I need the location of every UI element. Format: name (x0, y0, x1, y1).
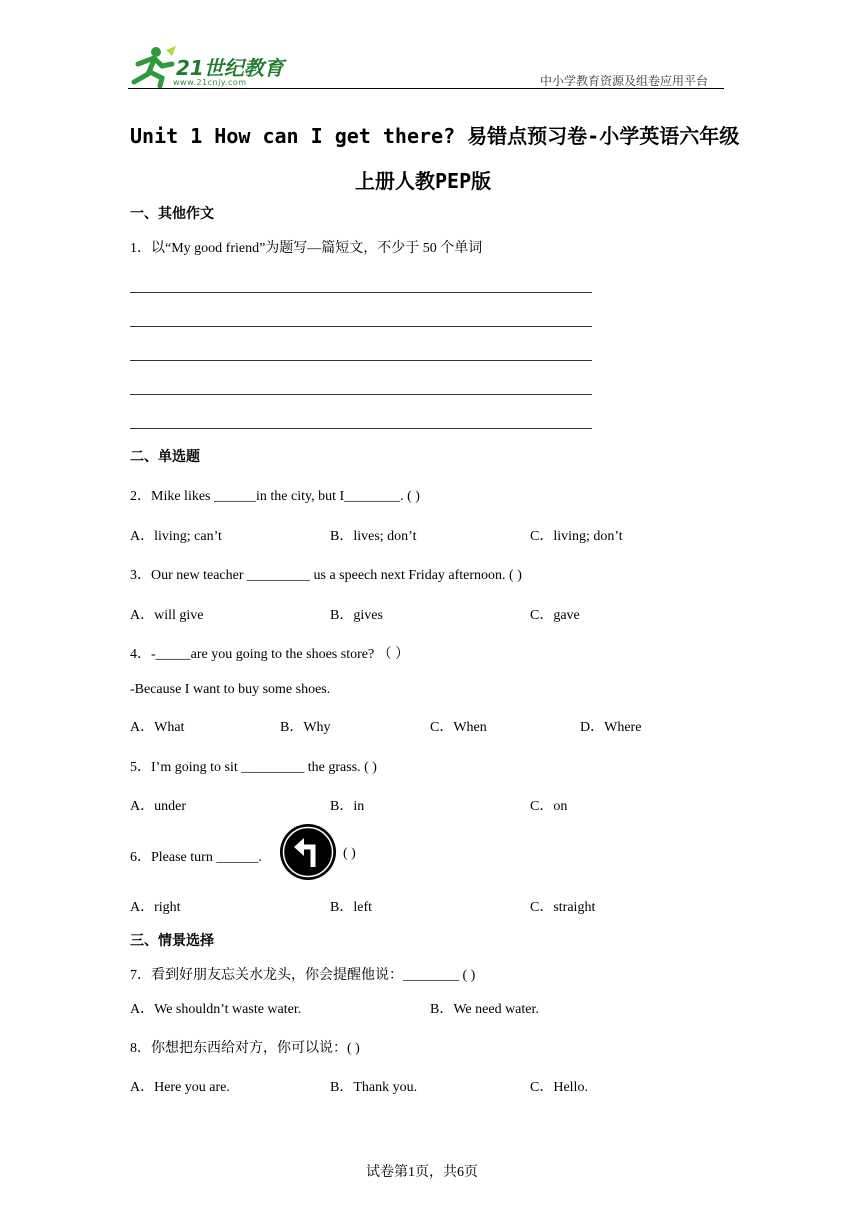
question-2: 2．Mike likes ______in the city, but I________. ( ) (130, 489, 420, 504)
writing-line (130, 394, 592, 395)
header-divider (128, 88, 724, 89)
runner-logo-icon (126, 44, 178, 88)
question-4: 4．-_____are you going to the shoes store? （ ） (130, 647, 410, 662)
section-heading: 一、其他作文 (130, 206, 214, 222)
option-a: A．under (130, 799, 186, 814)
section-heading: 三、情景选择 (130, 933, 214, 949)
option-b: B．in (330, 799, 365, 814)
turn-left-arrow-icon (279, 823, 337, 881)
question-4-line2: -Because I want to buy some shoes. (130, 682, 331, 697)
option-d: D．Where (580, 720, 642, 735)
option-c: C．straight (530, 900, 596, 915)
option-b: B．We need water. (430, 1002, 539, 1017)
page-title-line1: Unit 1 How can I get there? 易错点预习卷-小学英语六年级 (130, 124, 740, 148)
option-a: A．What (130, 720, 185, 735)
question-8: 8．你想把东西给对方，你可以说：( ) (130, 1041, 360, 1056)
option-c: C．gave (530, 608, 580, 623)
writing-line (130, 428, 592, 429)
option-b: B．Thank you. (330, 1080, 418, 1095)
logo-url: www.21cnjy.com (173, 78, 247, 87)
option-c: C．on (530, 799, 568, 814)
option-c: C．When (430, 720, 487, 735)
option-b: B．left (330, 900, 372, 915)
question-1: 1．以“My good friend”为题写—篇短文，不少于 50 个单词 (130, 241, 483, 256)
question-6: 6．Please turn ______. (130, 850, 262, 865)
question-5: 5．I’m going to sit _________ the grass. ( ) (130, 760, 377, 775)
section-heading: 二、单选题 (130, 449, 200, 465)
option-c: C．living; don’t (530, 529, 623, 544)
question-3: 3．Our new teacher _________ us a speech next Friday afternoon. ( ) (130, 568, 522, 583)
page-footer: 试卷第1页，共6页 (366, 1165, 478, 1180)
option-a: A．right (130, 900, 181, 915)
question-7: 7．看到好朋友忘关水龙头，你会提醒他说：________ ( ) (130, 968, 476, 983)
platform-name: 中小学教育资源及组卷应用平台 (540, 74, 709, 88)
option-b: B．Why (280, 720, 331, 735)
option-a: A．Here you are. (130, 1080, 230, 1095)
writing-line (130, 360, 592, 361)
option-b: B．lives; don’t (330, 529, 417, 544)
option-b: B．gives (330, 608, 383, 623)
option-a: A．living; can’t (130, 529, 222, 544)
page-title-line2: 上册人教PEP版 (355, 169, 492, 193)
option-a: A．We shouldn’t waste water. (130, 1002, 302, 1017)
option-c: C．Hello. (530, 1080, 588, 1095)
writing-line (130, 292, 592, 293)
option-a: A．will give (130, 608, 204, 623)
writing-line (130, 326, 592, 327)
question-6-bracket: ( ) (343, 846, 356, 861)
logo-text: 21世纪教育 (176, 56, 284, 80)
